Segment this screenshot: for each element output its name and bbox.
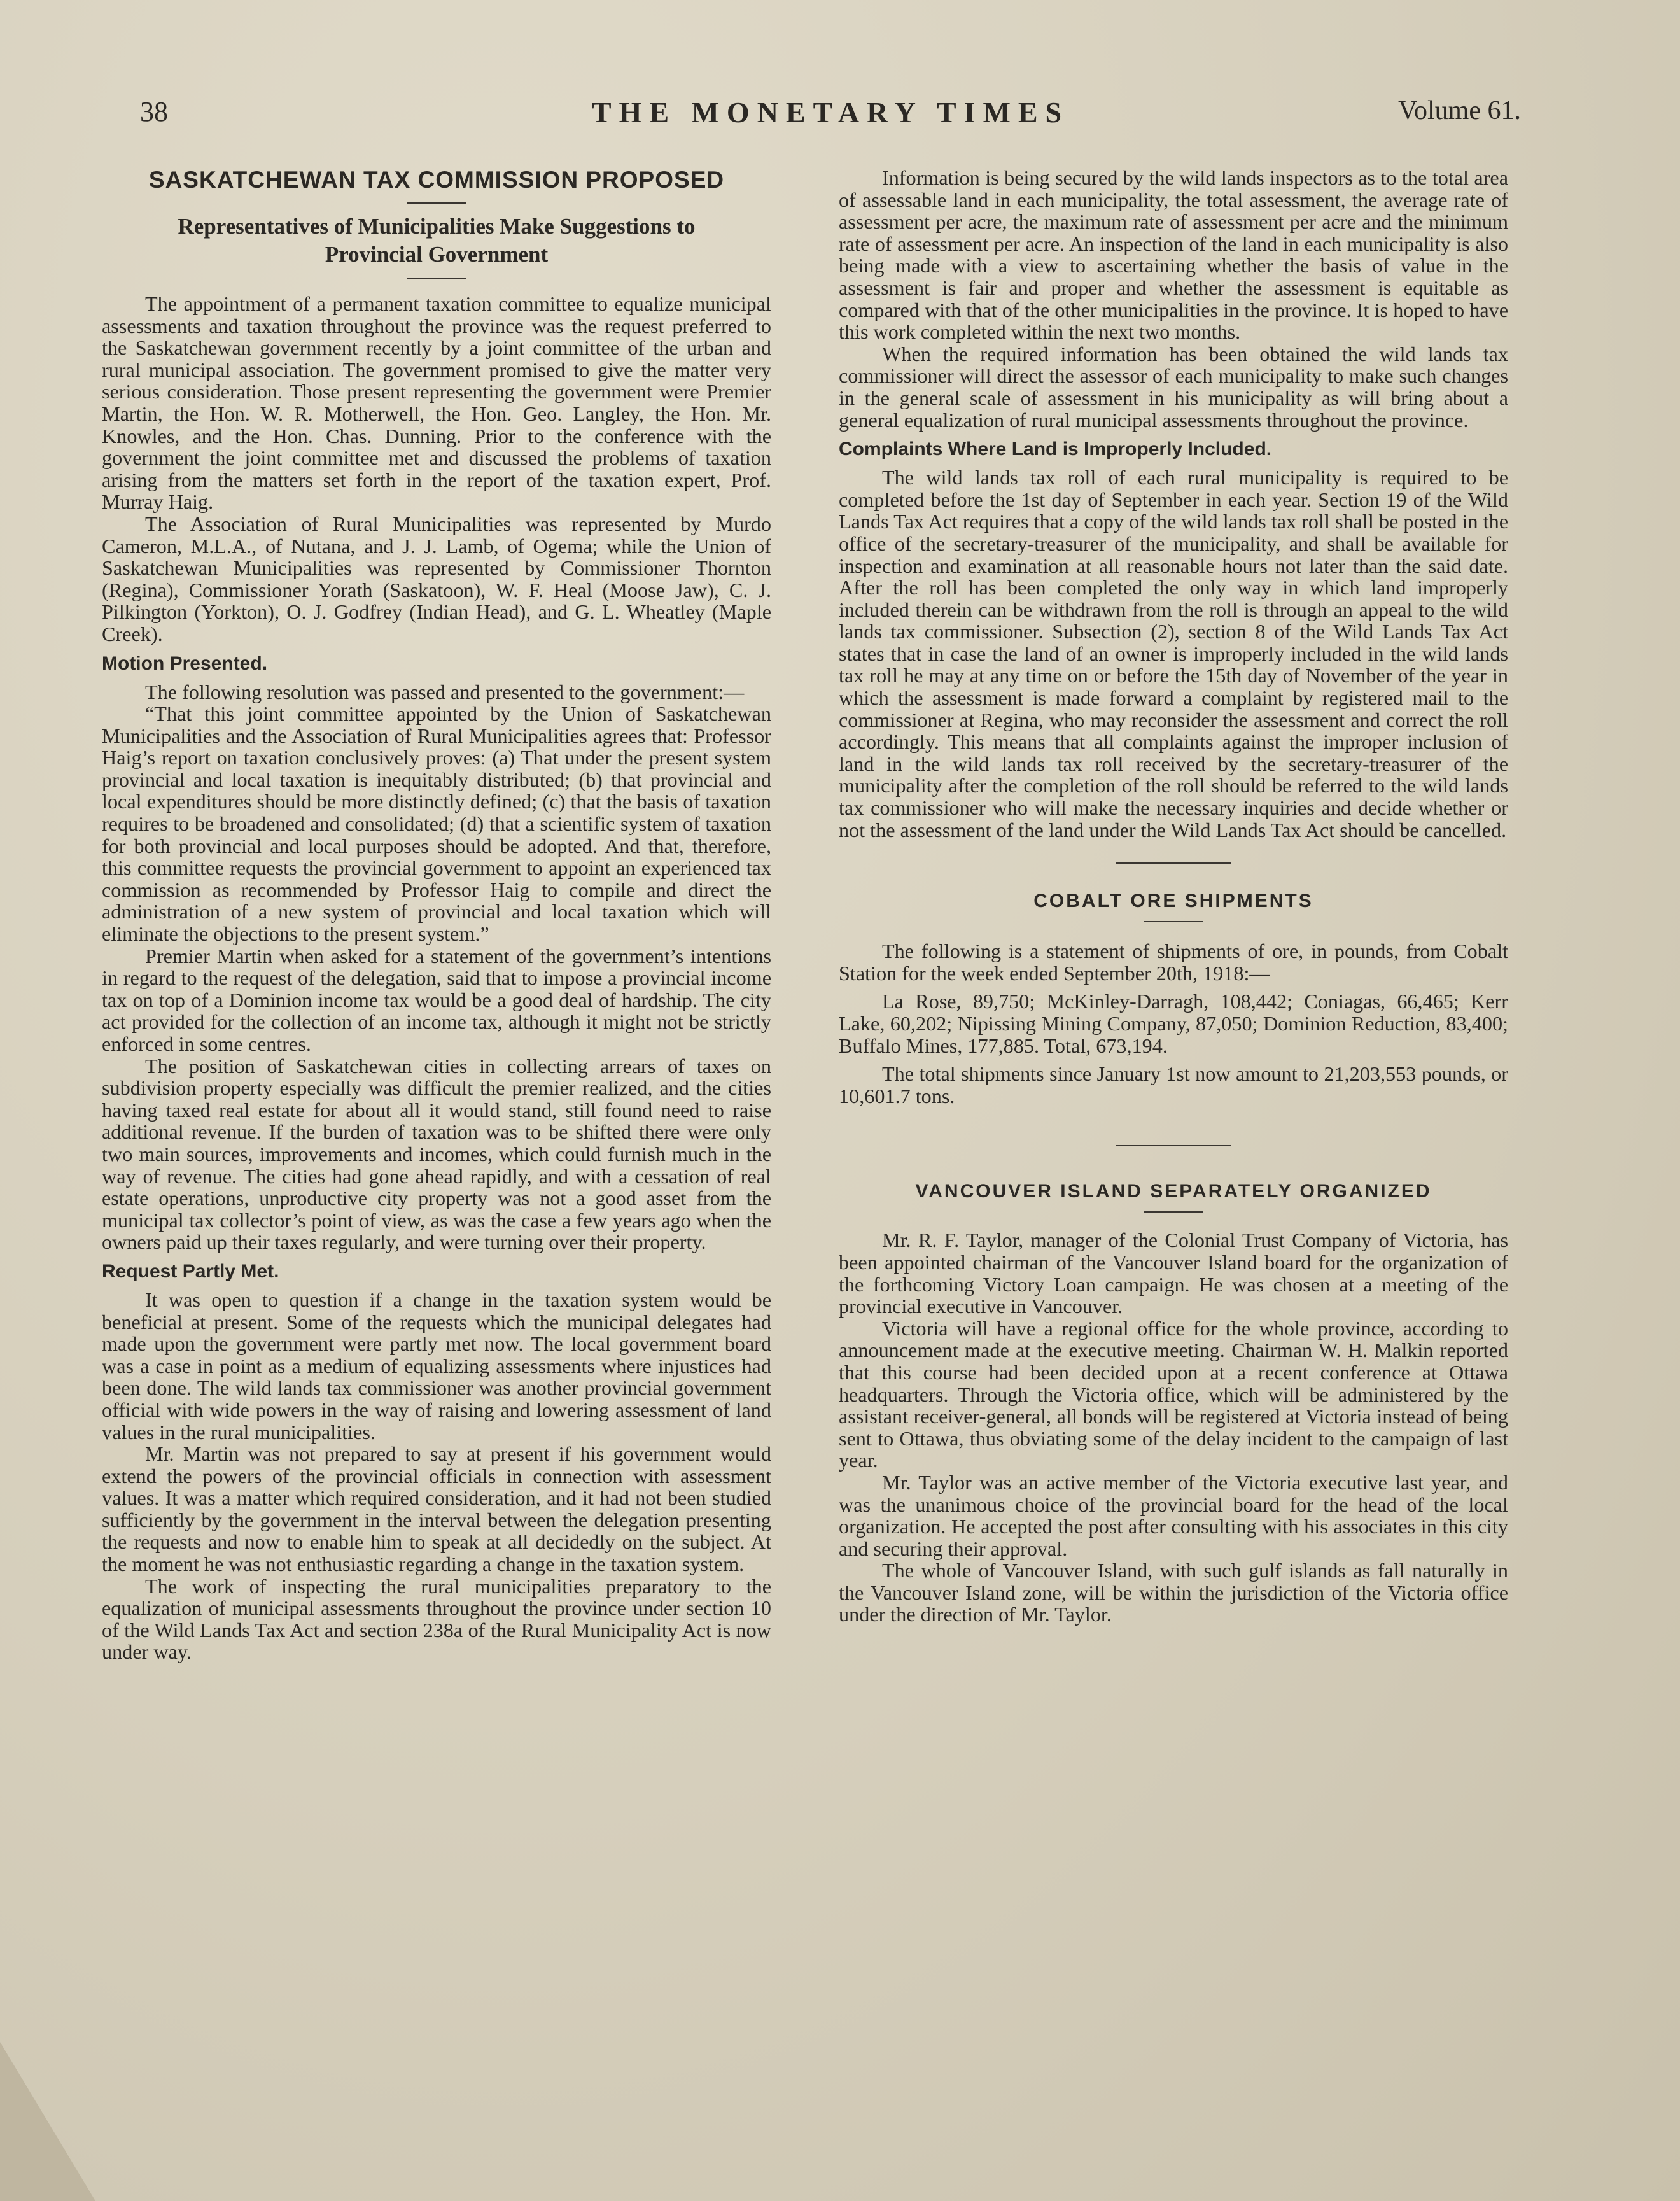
- subtitle-divider: [407, 278, 466, 279]
- paragraph: “That this joint committee appointed by the Union of Saskatchewan Municipalities and the Association of Rural Municipalities agrees that: Professor Haig’s report on taxation conclusively proves: (a) That under the present system provincial and local taxation is inequitably distributed; (b) that provincial and local expenditures should be more distinctly defined; (c) that the basis of taxation requires to be broadened and consolidated; (d) that a scientific system of taxation for both provincial and local purposes should be adopted. And that, therefore, this committee requests the provincial government to appoint an experienced tax commission as recommended by Professor Haig to compile and direct the administration of a new system of provincial and local taxation which will eliminate the objections to the present system.”: [102, 702, 771, 946]
- paragraph: The wild lands tax roll of each rural municipality is required to be completed before the 1st day of September in each year. Section 19 of the Wild Lands Tax Act requires that a copy of the wild lands tax roll shall be posted in the office of the secretary-treasurer of the municipality, and shall be available for inspection and examination at all reasonable hours not later than the said date. After the roll has been completed the only way in which land improperly included therein can be withdrawn from the roll is through an appeal to the wild lands tax commissioner. Subsection (2), section 8 of the Wild Lands Tax Act states that in case the land of an owner is improperly included in the wild lands tax roll he may at any time on or before the 15th day of November of the year in which the assessment is made forward a complaint by registered mail to the commissioner at Regina, who may reconsider the assessment and correct the roll accordingly. This means that all complaints against the improper inclusion of land in the wild lands tax roll received by the secretary-treasurer of the municipality after the completion of the roll should be referred to the wild lands tax commissioner who will make the necessary inquiries and decide whether or not the assessment of the land under the Wild Lands Tax Act should be cancelled.: [839, 466, 1508, 841]
- title-divider: [1144, 1211, 1203, 1213]
- paragraph: The position of Saskatchewan cities in collecting arrears of taxes on subdivision property especially was difficult the premier realized, and the cities having taxed real estate for about all it would stand, still found need to raise additional revenue. If the burden of taxation was to be shifted there were only two main sources, improvements and incomes, which could furnish much in the way of revenue. The cities had gone ahead rapidly, and with a cessation of real estate operations, unproductive city property was not a good asset from the municipal tax collector’s point of view, as was the case a few years ago when the owners paid up their taxes regularly, and were turning over their property.: [102, 1054, 771, 1254]
- title-divider: [1144, 921, 1203, 922]
- page-number: 38: [140, 96, 168, 127]
- masthead: THE MONETARY TIMES: [591, 96, 1070, 129]
- subhead-request-partly-met: Request Partly Met.: [102, 1260, 279, 1282]
- subhead-motion-presented: Motion Presented.: [102, 652, 268, 674]
- title-divider: [407, 202, 466, 204]
- section-divider: [1116, 862, 1231, 864]
- paragraph: La Rose, 89,750; McKinley-Darragh, 108,442; Coniagas, 66,465; Kerr Lake, 60,202; Nipissing Mining Company, 87,050; Dominion Reduction, 83,400; Buffalo Mines, 177,885. Total, 673,194.: [839, 990, 1508, 1057]
- page-header: [140, 95, 1521, 134]
- paragraph: The total shipments since January 1st now amount to 21,203,553 pounds, or 10,601.7 tons.: [839, 1062, 1508, 1108]
- paragraph: The Association of Rural Municipalities was represented by Murdo Cameron, M.L.A., of Nutana, and J. J. Lamb, of Ogema; while the Union of Saskatchewan Municipalities was represented by Commissioner Thornton (Regina), Commissioner Yorath (Saskatoon), W. F. Heal (Moose Jaw), C. J. Pilkington (Yorkton), O. J. Godfrey (Indian Head), and G. L. Wheatley (Maple Creek).: [102, 512, 771, 645]
- article-subtitle-line1: Representatives of Municipalities Make Suggestions to: [178, 214, 696, 239]
- article-subtitle-line2: Provincial Government: [325, 242, 549, 267]
- subhead-complaints: Complaints Where Land is Improperly Included.: [839, 439, 1272, 460]
- paragraph: Mr. Martin was not prepared to say at present if his government would extend the powers of the provincial officials in connection with assessment values. It was a matter which required consideration, and it had not been studied sufficiently by the government in the interval between the delegation presenting the requests and now to enable him to speak at all decidedly on the subject. At the moment he was not enthusiastic regarding a change in the taxation system.: [102, 1442, 771, 1576]
- right-column: [839, 167, 1508, 1626]
- paragraph: The following is a statement of shipments of ore, in pounds, from Cobalt Station for the week ended September 20th, 1918:—: [839, 939, 1508, 985]
- paragraph: Mr. Taylor was an active member of the Victoria executive last year, and was the unanimous choice of the provincial board for the head of the local organization. He accepted the post after consulting with his associates in this city and securing their approval.: [839, 1470, 1508, 1560]
- paragraph: The appointment of a permanent taxation committee to equalize municipal assessments and taxation throughout the province was the request preferred to the Saskatchewan government recently by a joint committee of the urban and rural municipal association. The government promised to give the matter very serious consideration. Those present representing the government were Premier Martin, the Hon. W. R. Motherwell, the Hon. Geo. Langley, the Hon. Mr. Knowles, and the Hon. Chas. Dunning. Prior to the conference with the government the joint committee met and discussed the problems of taxation arising from the matters set forth in the report of the taxation expert, Prof. Murray Haig.: [102, 292, 771, 514]
- paragraph: When the required information has been obtained the wild lands tax commissioner will direct the assessor of each municipality to make such changes in the general scale of assessment in his municipality as will bring about a general equalization of rural municipal assessments throughout the province.: [839, 342, 1508, 432]
- paragraph: Victoria will have a regional office for the whole province, according to announcement made at the executive meeting. Chairman W. H. Malkin reported that this course had been decided upon at a recent conference at Ottawa headquarters. Through the Victoria office, which will be administered by the assistant receiver-general, all bonds will be registered at Victoria instead of being sent to Ottawa, thus obviating some of the delay incident to the campaign of last year.: [839, 1316, 1508, 1472]
- paragraph: The following resolution was passed and presented to the government:—: [145, 680, 745, 703]
- section-divider: [1116, 1145, 1231, 1146]
- article-title-saskatchewan: SASKATCHEWAN TAX COMMISSION PROPOSED: [148, 167, 725, 193]
- paragraph: Information is being secured by the wild lands inspectors as to the total area of assessable land in each municipality, the total assessment, the average rate of assessment per acre, the maximum rate of assessment per acre and the minimum rate of assessment per acre. An inspection of the land in each municipality is also being made with a view to ascertaining whether the basis of value in the assessment is fair and proper and whether the assessment is equitable as compared with that of the other municipalities in the province. It is hoped to have this work completed within the next two months.: [839, 166, 1508, 344]
- folded-corner: [0, 2042, 95, 2201]
- article-title-vancouver: VANCOUVER ISLAND SEPARATELY ORGANIZED: [915, 1181, 1432, 1202]
- paragraph: The work of inspecting the rural municipalities preparatory to the equalization of municipal assessments throughout the province under section 10 of the Wild Lands Tax Act and section 238a of the Rural Municipality Act is now under way.: [102, 1574, 771, 1664]
- volume-label: Volume 61.: [1398, 96, 1521, 125]
- paragraph: Premier Martin when asked for a statement of the government’s intentions in regard to the request of the delegation, said that to impose a provincial income tax on top of a Dominion income tax would be a good deal of hardship. The city act provided for the collection of an income tax, although it might not be strictly enforced in some centres.: [102, 944, 771, 1055]
- paragraph: It was open to question if a change in the taxation system would be beneficial at present. Some of the requests which the municipal delegates had made upon the government were partly met now. The local government board was a case in point as a medium of equalizing assessments where injustices had been done. The wild lands tax commissioner was another provincial government official with wide powers in the way of raising and lowering assessment of land values in the rural municipalities.: [102, 1288, 771, 1444]
- article-title-cobalt: COBALT ORE SHIPMENTS: [1033, 890, 1313, 912]
- paragraph: Mr. R. F. Taylor, manager of the Colonial Trust Company of Victoria, has been appointed chairman of the Vancouver Island board for the organization of the forthcoming Victory Loan campaign. He was chosen at a meeting of the provincial executive in Vancouver.: [839, 1228, 1508, 1318]
- left-column: [102, 167, 771, 1663]
- paragraph: The whole of Vancouver Island, with such gulf islands as fall naturally in the Vancouver Island zone, will be within the jurisdiction of the Victoria office under the direction of Mr. Taylor.: [839, 1559, 1508, 1626]
